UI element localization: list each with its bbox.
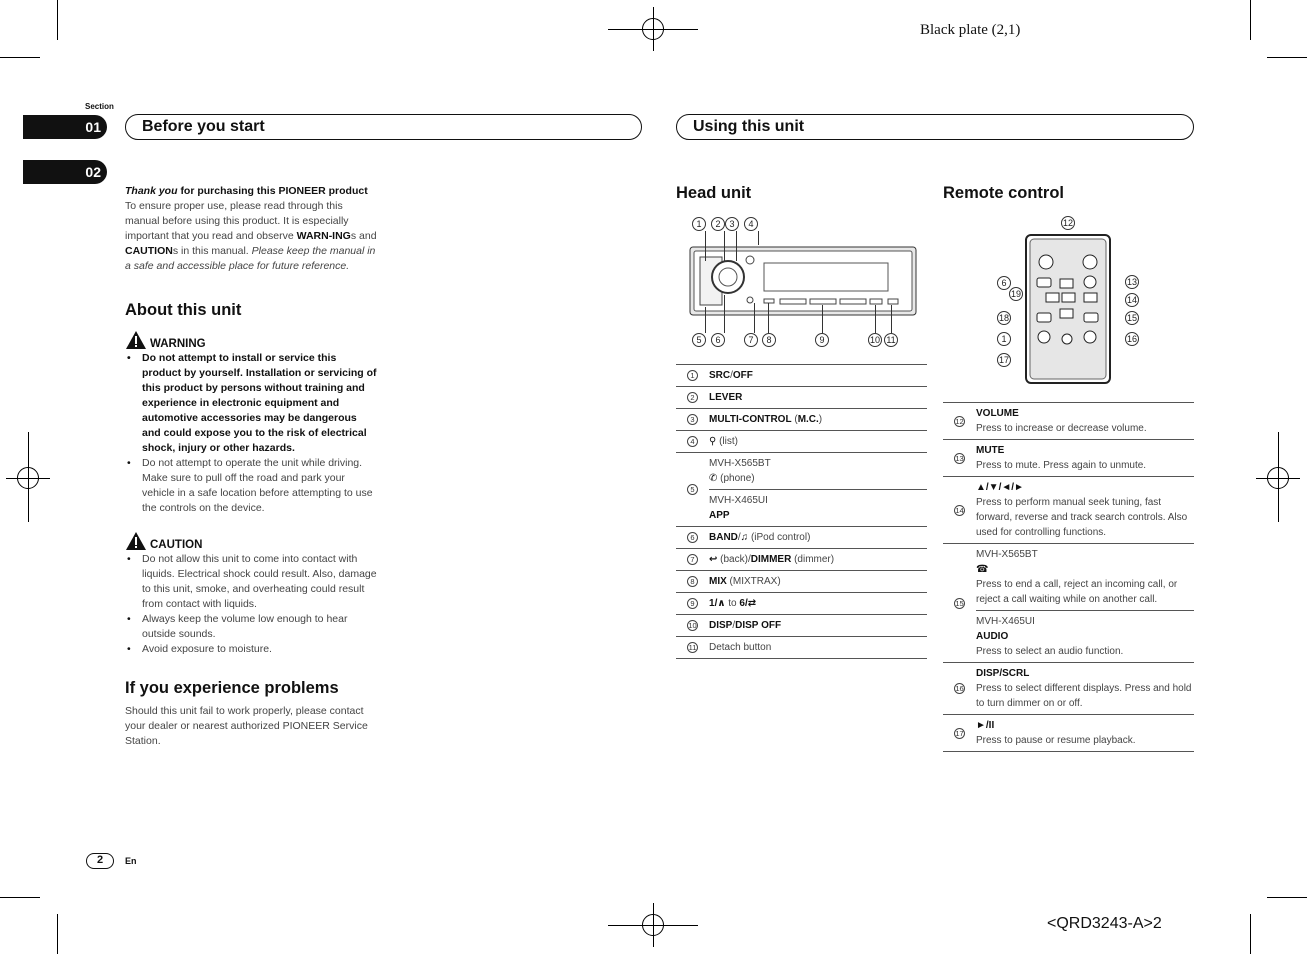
row-title: AUDIO	[976, 631, 1009, 642]
callout-number: 17	[998, 355, 1009, 365]
callout-number: 19	[1010, 289, 1021, 299]
callout-number: 10	[869, 335, 880, 345]
row-sep: /	[732, 620, 736, 631]
crop-mark	[0, 57, 40, 58]
row-label: MIX	[709, 576, 727, 587]
crop-mark	[1250, 0, 1251, 40]
row-label: MULTI-CONTROL	[709, 414, 792, 425]
remote-table	[943, 402, 1194, 752]
table-row	[943, 544, 1194, 663]
row-title: ▲/▼/◄/►	[976, 482, 1024, 493]
table-row	[676, 615, 927, 637]
row-desc: (back)/	[717, 554, 751, 565]
caution-word: CAUTION	[125, 245, 173, 257]
end-call-icon: ☎	[976, 564, 989, 575]
row-desc: (list)	[716, 436, 738, 447]
row-number: 10	[688, 621, 697, 630]
row-title: VOLUME	[976, 408, 1019, 419]
intro-title-em: Thank you	[125, 185, 178, 197]
table-row	[676, 431, 927, 453]
crop-mark	[608, 29, 698, 30]
banner-using-this-unit: Using this unit	[676, 114, 1194, 140]
row-label: OFF	[732, 370, 753, 381]
row-number: 2	[687, 392, 698, 403]
crop-mark	[0, 897, 40, 898]
callout-number: 11	[884, 333, 898, 347]
remote-heading: Remote control	[943, 184, 1065, 202]
callout-number: 15	[1126, 313, 1137, 323]
row-desc: Press to pause or resume playback.	[976, 735, 1136, 746]
callout-leader	[758, 231, 759, 245]
warning-item: • Do not attempt to operate the unit while driving. Make sure to pull off the road and park your vehicle in a safe location before attempting to use the controls on the device.	[125, 456, 377, 516]
crop-mark	[1250, 914, 1251, 954]
table-row	[676, 637, 927, 659]
row-label: DISP	[709, 620, 733, 631]
intro-and: s and	[350, 230, 377, 242]
crop-mark	[1267, 57, 1307, 58]
phone-icon: ✆	[709, 473, 718, 484]
crop-mark	[28, 432, 29, 522]
section-tab-01[interactable]: 01	[23, 115, 107, 139]
row-number: 14	[955, 505, 964, 515]
callout-number: 4	[744, 217, 758, 231]
row-number: 3	[687, 414, 698, 425]
section-tab-02[interactable]: 02	[23, 160, 107, 184]
model-name: MVH-X465UI	[709, 495, 768, 506]
row-sep: /	[737, 532, 741, 543]
row-number: 17	[955, 728, 964, 738]
page-number: 2	[86, 853, 114, 869]
row-number: 15	[955, 598, 964, 608]
row-number: 4	[687, 436, 698, 447]
caution-list	[125, 552, 377, 657]
row-number: 8	[687, 576, 698, 587]
warning-icon	[125, 330, 147, 350]
warning-word: WARN-ING	[296, 230, 351, 242]
callout-leader	[822, 305, 823, 333]
row-label: LEVER	[709, 392, 743, 403]
callout-leader	[724, 231, 725, 261]
intro	[125, 184, 377, 274]
row-label: APP	[709, 510, 730, 521]
row-number: 1	[687, 370, 698, 381]
table-row	[943, 663, 1194, 715]
warning-label: WARNING	[150, 338, 206, 350]
callout-number: 3	[725, 217, 739, 231]
row-sep: /	[730, 370, 733, 381]
row-label: 1	[709, 598, 715, 609]
section-label: Section	[85, 102, 114, 111]
row-number: 5	[687, 484, 698, 495]
left-column	[125, 184, 377, 749]
intro-in: s in this manual.	[172, 245, 249, 257]
callout-leader	[875, 305, 876, 333]
crop-mark	[608, 925, 698, 926]
row-title: ►/II	[976, 720, 995, 731]
row-desc: Press to select different displays. Press and hold to turn dimmer on or off.	[976, 683, 1192, 709]
repeat-icon: /⇄	[744, 598, 757, 609]
problems-text: Should this unit fail to work properly, please contact your dealer or nearest authorized PIONEER Service Station.	[125, 705, 368, 747]
warning-list	[125, 351, 377, 516]
caution-item: • Avoid exposure to moisture.	[125, 642, 377, 657]
crop-mark	[57, 914, 58, 954]
banner-before-you-start: Before you start	[125, 114, 642, 140]
callout-number: 5	[692, 333, 706, 347]
row-label: SRC	[709, 370, 731, 381]
table-row	[676, 571, 927, 593]
model-name: MVH-X565BT	[709, 458, 771, 469]
row-number: 11	[688, 643, 697, 652]
table-row	[943, 403, 1194, 440]
row-label: 6	[739, 598, 745, 609]
callout-number: 6	[711, 333, 725, 347]
row-desc: to	[725, 598, 740, 609]
warning-header	[125, 330, 377, 350]
callout-number: 16	[1126, 334, 1137, 344]
row-number: 13	[955, 453, 964, 463]
head-unit-table	[676, 364, 927, 659]
callout-number: 6	[997, 276, 1011, 290]
table-row	[676, 409, 927, 431]
table-row	[943, 477, 1194, 544]
row-sep: (	[791, 414, 798, 425]
table-row	[676, 365, 927, 387]
model-name: MVH-X465UI	[976, 616, 1035, 627]
callout-number: 18	[998, 313, 1009, 323]
callout-leader	[736, 231, 737, 261]
row-title: MUTE	[976, 445, 1005, 456]
back-icon: ↩	[709, 554, 718, 565]
callout-number: 12	[1062, 218, 1073, 228]
row-desc: Press to select an audio function.	[976, 646, 1124, 657]
table-row	[943, 440, 1194, 477]
row-number: 6	[687, 532, 698, 543]
crop-mark	[1267, 897, 1307, 898]
intro-italic: Please keep the manual in a safe and accessible place for future reference.	[125, 245, 376, 272]
table-row	[676, 527, 927, 549]
row-desc: Press to mute. Press again to unmute.	[976, 460, 1147, 471]
caution-header	[125, 531, 377, 551]
row-desc: Press to perform manual seek tuning, fast forward, reverse and track search controls. Also used for controlling functions.	[976, 497, 1188, 538]
callout-leader	[705, 231, 706, 261]
callout-number: 14	[1126, 295, 1137, 305]
callout-number: 9	[815, 333, 829, 347]
intro-title: for purchasing this PIONEER product	[180, 185, 368, 197]
row-number: 16	[955, 684, 964, 693]
callout-leader	[768, 303, 769, 333]
callout-leader	[754, 303, 755, 333]
callout-number: 8	[762, 333, 776, 347]
head-unit-illustration	[676, 215, 926, 347]
row-desc: (phone)	[717, 473, 755, 484]
table-row	[676, 549, 927, 571]
row-desc: (dimmer)	[791, 554, 835, 565]
remote-figure	[990, 215, 1150, 387]
table-row	[676, 387, 927, 409]
caution-icon	[125, 531, 147, 551]
callout-number: 7	[744, 333, 758, 347]
callout-leader	[705, 307, 706, 333]
row-number: 9	[687, 598, 698, 609]
document-code: <QRD3243-A>2	[1047, 915, 1162, 932]
caret-icon: /∧	[714, 598, 726, 609]
problems-heading: If you experience problems	[125, 679, 339, 697]
row-number: 7	[687, 554, 698, 565]
row-label: M.C.	[797, 414, 819, 425]
row-desc: Press to end a call, reject an incoming call, or reject a call waiting while on another call.	[976, 579, 1178, 605]
row-desc: (iPod control)	[748, 532, 811, 543]
head-unit-figure	[676, 215, 926, 347]
row-number: 12	[955, 416, 964, 426]
callout-number: 13	[1126, 277, 1137, 287]
about-heading: About this unit	[125, 301, 242, 319]
row-title: DISP/SCRL	[976, 668, 1030, 679]
row-label: DIMMER	[750, 554, 792, 565]
row-label: BAND	[709, 532, 738, 543]
callout-leader	[891, 305, 892, 333]
table-row	[943, 715, 1194, 752]
caution-item: • Do not allow this unit to come into contact with liquids. Electrical shock could result. Also, damage to this unit, smoke, and overheating could result from contact with liquids.	[125, 552, 377, 612]
crop-mark	[57, 0, 58, 40]
callout-number: 1	[997, 332, 1011, 346]
plate-label: Black plate (2,1)	[920, 22, 1021, 38]
head-unit-heading: Head unit	[676, 184, 752, 202]
table-row	[676, 593, 927, 615]
ipod-icon: ♫	[740, 532, 749, 543]
warning-item: • Do not attempt to install or service this product by yourself. Installation or servicing of this product by persons without training and experience in electronic equipment and automotive accessories may be dangerous and could expose you to the risk of electrical shock, injury or other hazards.	[125, 351, 377, 456]
caution-item: • Always keep the volume low enough to hear outside sounds.	[125, 612, 377, 642]
language-label: En	[125, 856, 137, 866]
search-icon: ⚲	[709, 436, 717, 447]
row-label: DISP OFF	[735, 620, 782, 631]
callout-leader	[724, 295, 725, 333]
crop-mark	[1278, 432, 1279, 522]
model-name: MVH-X565BT	[976, 549, 1038, 560]
row-desc: Detach button	[709, 642, 772, 653]
row-desc: (MIXTRAX)	[726, 576, 781, 587]
caution-label: CAUTION	[150, 539, 203, 551]
row-sep: )	[818, 414, 823, 425]
intro-text: To ensure proper use, please read through this manual before using this product. It is especially important that you read and observe	[125, 200, 349, 242]
row-desc: Press to increase or decrease volume.	[976, 423, 1147, 434]
callout-number: 2	[711, 217, 725, 231]
callout-number: 1	[692, 217, 706, 231]
table-row	[676, 453, 927, 527]
